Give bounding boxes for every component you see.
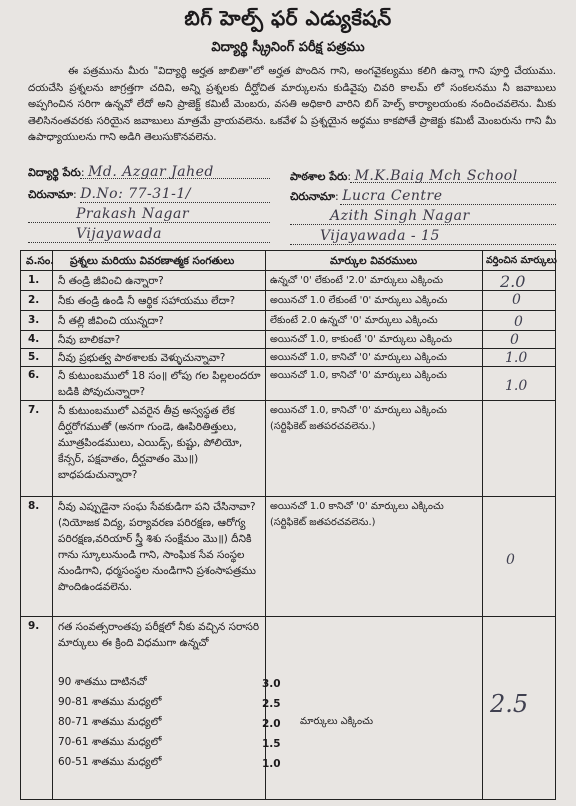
grade-3-points: 2.0 [262,718,281,730]
school-address-line-3 [290,244,556,245]
row-1-marks: ఉన్నచో '0' లేకుంటే '2.0' మార్కులు ఎక్కించు [270,275,444,286]
row-5-number: 5. [28,351,40,363]
address-line-3 [28,242,270,243]
grade-2-points: 2.5 [262,698,281,710]
student-name-label: విద్యార్థి పేరు [28,166,81,179]
address-line-2 [28,222,270,223]
row-3-number: 3. [28,314,40,326]
school-address-line3: Vijayawada - 15 [320,228,440,244]
row-1-number: 1. [28,274,40,286]
row-divider-5 [20,366,556,367]
row-3-question: నీ తల్లి జీవించి యున్నదా? [58,315,164,327]
grade-3-range: 80-71 శాతము మధ్యలో [58,716,162,728]
row-3-marks: లేకుంటే 2.0 ఉన్నచో '0' మార్కులు ఎక్కించు [270,315,438,326]
grade-1-points: 3.0 [262,678,281,690]
row-3-awarded-circle: 0 [514,314,523,330]
row-8-number: 8. [28,500,40,512]
row-divider-8 [20,616,556,617]
address-line3-field [76,226,162,242]
school-address-line2: Azith Singh Nagar [330,208,470,224]
row-4-awarded-circle: 0 [510,332,519,348]
row-1-question: నీ తండ్రి జీవించి ఉన్నారా? [58,275,164,287]
row-9-awarded: 2.5 [490,690,529,718]
grade-4-range: 70-61 శాతము మధ్యలో [58,736,162,748]
grade-2-range: 90-81 శాతము మధ్యలో [58,696,162,708]
row-2-question: నీకు తండ్రి ఉండి నీ ఆర్థిక సహాయము లేదా? [58,295,236,307]
col-divider-3 [482,250,483,800]
address-line-1 [80,202,270,203]
row-divider-2 [20,310,556,311]
address-field: చిరునామా: D.No: 77-31-1/ [28,186,191,202]
row-6-question: నీ కుటుంబములో 18 సం॥ లోపు గల పిల్లలందరూ బడికి పోవుచున్నారా? [58,370,261,398]
row-2-number: 2. [28,294,40,306]
header-serial: వ.సం. [26,255,55,267]
row-8-awarded-circle: 0 [506,552,515,568]
row-9-marks: మార్కులు ఎక్కించు [300,716,373,727]
row-7-marks: అయినచో 1.0, కానిచో '0' మార్కులు ఎక్కించు (సర్టిఫికెట్ జతపరచవలెను.) [270,405,447,432]
school-name-line [350,182,556,183]
row-8-marks: అయినచో 1.0 కానిచో '0' మార్కులు ఎక్కించు (సర్టిఫికెట్ జతపరచవలెను.) [270,501,444,528]
school-address-line-1 [340,204,556,205]
row-4-marks: అయినచో 1.0, కాకుంటే '0' మార్కులు ఎక్కించు [270,334,453,345]
student-name-field: విద్యార్థి పేరు: Md. Azgar Jahed [28,164,214,180]
school-address-line-2 [290,224,556,225]
instructions-text: ఈ పత్రమును మీరు "విద్యార్థి అర్హత జాబితా"లో అర్హత పొందిన గాని, అంగవైకల్యము కలిగి ఉన్నా గాని పూర్తి చేయుము. దయచేసి ప్రశ్నలను జాగ్రత్తగా చదివి, అన్ని ప్రశ్నలకు దీర్ఘోచిత మార్కులను కుడివైపు చివరి కాలమ్ లో సంకలనము నీ జవాబులు అప్పగించిన సరిగా ఉన్నవో లేదో అని ప్రాజెక్ట్ కమిటీ మెంబరు, వసతి అధికారి వారిని బిగ్ హెల్ప్ కార్యాలయంకు నందించవలెను. మీకు తెలిసినంతవరకు సరియైన జవాబులు మాత్రమే వ్రాయవలెను. ఒకవేళ ఏ ప్రశ్నయైన అర్థము కాకపోతే ప్రాజెక్టు కమిటీ మెంబరును గాని మీ ఉపాధ్యాయులను గాని అడిగి తెలుసుకొనవలెను. [28,66,556,143]
row-2-marks: అయినచో 1.0 లేకుంటే '0' మార్కులు ఎక్కించు [270,295,448,306]
row-5-marks: అయినచో 1.0, కానిచో '0' మార్కులు ఎక్కించు [270,352,447,363]
school-name-label: పాఠశాల పేరు [290,170,348,183]
school-name-field: పాఠశాల పేరు: M.K.Baig Mch School [290,168,518,184]
row-divider-3 [20,330,556,331]
address-label: చిరునామా [28,188,74,201]
row-9-number: 9. [28,620,40,632]
school-address-line3-field [320,228,440,244]
row-divider-7 [20,496,556,497]
row-divider-4 [20,348,556,349]
school-address-line2-field [330,208,470,224]
grade-5-points: 1.0 [262,758,281,770]
row-divider-1 [20,290,556,291]
header-awarded-marks: వర్తించిన మార్కులు [486,255,557,266]
form-subtitle: విద్యార్థి స్క్రీనింగ్ పరీక్ష పత్రము [211,40,365,55]
instructions-paragraph [28,64,556,147]
address-value: D.No: 77-31-1/ [80,186,191,202]
row-divider-header [20,270,556,271]
row-8-question: నీవు ఎప్పుడైనా సంఘ సేవకుడిగా పని చేసినావా? (నియోజక విద్య, పర్యావరణ పరిరక్షణ, ఆరోగ్య పరిరక్షణ,వరియార్ స్త్రీ శిశు సంక్షేమం మొ॥) దీనికి గాను స్కూలునుండి గాని, సాంఘిక సేవ సంస్థల నుండిగాని, ధర్మసంస్థల నుండిగాని ప్రశంసాపత్రము పొందిఉండవలెను. [58,501,256,593]
school-name-value: M.K.Baig Mch School [354,168,518,184]
row-1-awarded: 2.0 [500,272,526,291]
row-5-question: నీవు ప్రభుత్వ పాఠశాలకు వెళ్ళుచున్నావా? [58,352,226,364]
row-6-number: 6. [28,369,40,381]
address-line3: Vijayawada [76,226,162,242]
row-4-number: 4. [28,333,40,345]
address-line2: Prakash Nagar [76,206,190,222]
row-4-question: నీవు బాలికవా? [58,334,121,346]
row-5-awarded: 1.0 [505,350,528,366]
school-address-label: చిరునామా [290,190,336,203]
form-title: బిగ్ హెల్ప్ ఫర్ ఎడ్యుకేషన్ [184,6,392,30]
header-marks-details: మార్కుల వివరములు [330,255,418,267]
grade-1-range: 90 శాతము దాటినచో [58,676,147,688]
row-divider-6 [20,400,556,401]
row-2-awarded-circle: 0 [512,292,521,308]
row-7-number: 7. [28,404,40,416]
school-address-value: Lucra Centre [342,188,443,204]
student-name-value: Md. Azgar Jahed [88,164,214,180]
col-divider-1 [52,250,53,800]
row-6-marks: అయినచో 1.0, కానిచో '0' మార్కులు ఎక్కించు [270,370,447,381]
student-name-line [80,178,270,179]
grade-4-points: 1.5 [262,738,281,750]
school-address-field: చిరునామా: Lucra Centre [290,188,443,204]
grade-5-range: 60-51 శాతము మధ్యలో [58,756,162,768]
row-6-awarded: 1.0 [505,378,528,394]
header-questions: ప్రశ్నలు మరియు వివరణాత్మక సంగతులు [70,255,235,267]
row-9-question: గత సంవత్సరాంతపు పరీక్షలో నీకు వచ్చిన సరాసరి మార్కులు ఈ క్రింది విధముగా ఉన్నచో [58,621,260,649]
address-line2-field [76,206,189,222]
row-7-question: నీ కుటుంబములో ఎవరైన తీవ్ర అస్వస్థత లేక దీర్ఘరోగముతో (అనగా గుండె, ఊపిరితిత్తులు, మూత్రపిండములు, ఎయిడ్స్, కుష్టు, పోలియో, కేన్సర్, పక్షవాతం, దీర్ఘవాతం మొ॥) బాధపడుచున్నారా? [58,405,243,481]
